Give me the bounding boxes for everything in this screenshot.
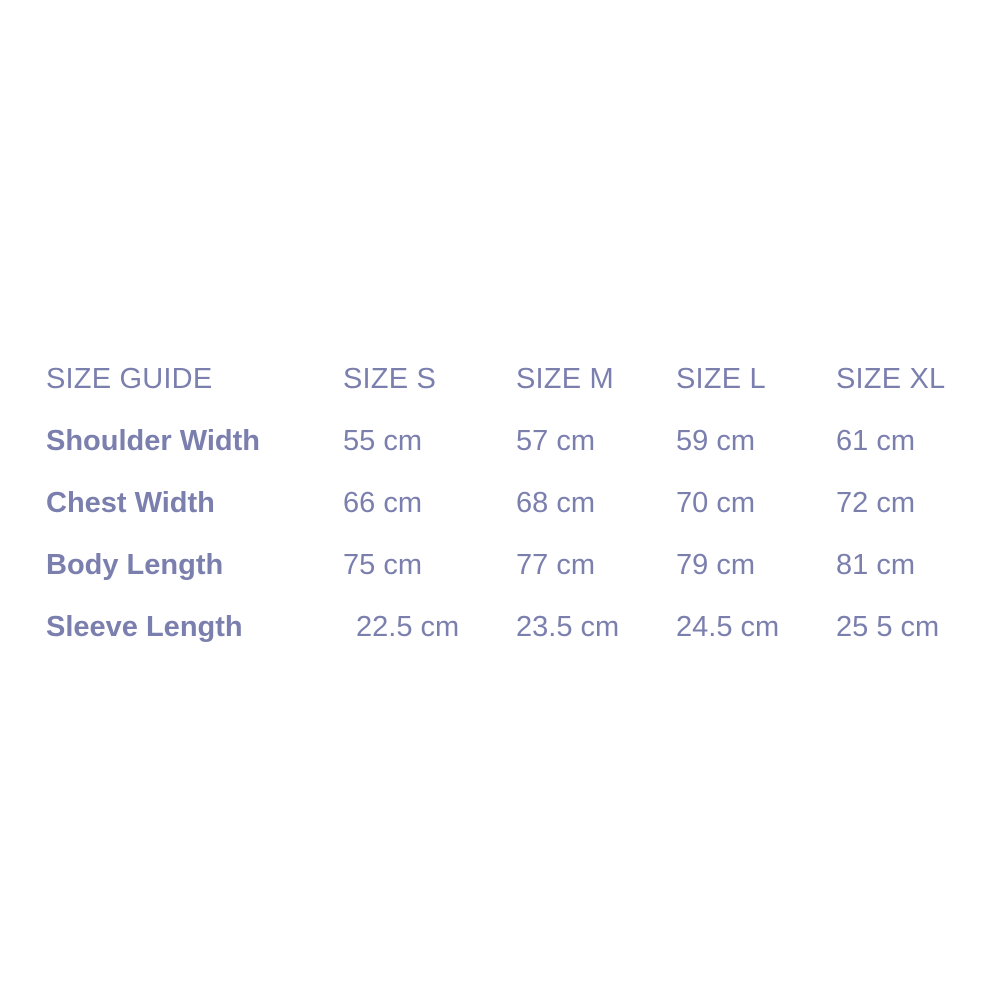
column-header-size-guide: SIZE GUIDE <box>46 363 213 395</box>
cell-sleeve-length-s: 22.5 cm <box>356 611 460 643</box>
column-header-size-xl: SIZE XL <box>836 363 946 395</box>
cell-sleeve-length-l: 24.5 cm <box>676 611 780 643</box>
cell-shoulder-width-l: 59 cm <box>676 425 755 457</box>
cell-body-length-l: 79 cm <box>676 549 755 581</box>
cell-chest-width-l: 70 cm <box>676 487 755 519</box>
size-guide-table <box>46 348 996 658</box>
column-header-size-s: SIZE S <box>343 363 437 395</box>
row-label-shoulder-width: Shoulder Width <box>46 425 260 457</box>
table-header-row <box>46 348 996 410</box>
cell-shoulder-width-xl: 61 cm <box>836 425 915 457</box>
table-row <box>46 410 996 472</box>
cell-body-length-m: 77 cm <box>516 549 595 581</box>
cell-chest-width-s: 66 cm <box>343 487 422 519</box>
table-row <box>46 472 996 534</box>
cell-shoulder-width-m: 57 cm <box>516 425 595 457</box>
row-label-chest-width: Chest Width <box>46 487 215 519</box>
cell-sleeve-length-xl: 25 5 cm <box>836 611 940 643</box>
row-label-body-length: Body Length <box>46 549 224 581</box>
cell-chest-width-m: 68 cm <box>516 487 595 519</box>
cell-body-length-s: 75 cm <box>343 549 422 581</box>
column-header-size-m: SIZE M <box>516 363 614 395</box>
cell-sleeve-length-m: 23.5 cm <box>516 611 620 643</box>
cell-body-length-xl: 81 cm <box>836 549 915 581</box>
cell-chest-width-xl: 72 cm <box>836 487 915 519</box>
cell-shoulder-width-s: 55 cm <box>343 425 422 457</box>
row-label-sleeve-length: Sleeve Length <box>46 611 243 643</box>
column-header-size-l: SIZE L <box>676 363 766 395</box>
table-row <box>46 596 996 658</box>
table-row <box>46 534 996 596</box>
